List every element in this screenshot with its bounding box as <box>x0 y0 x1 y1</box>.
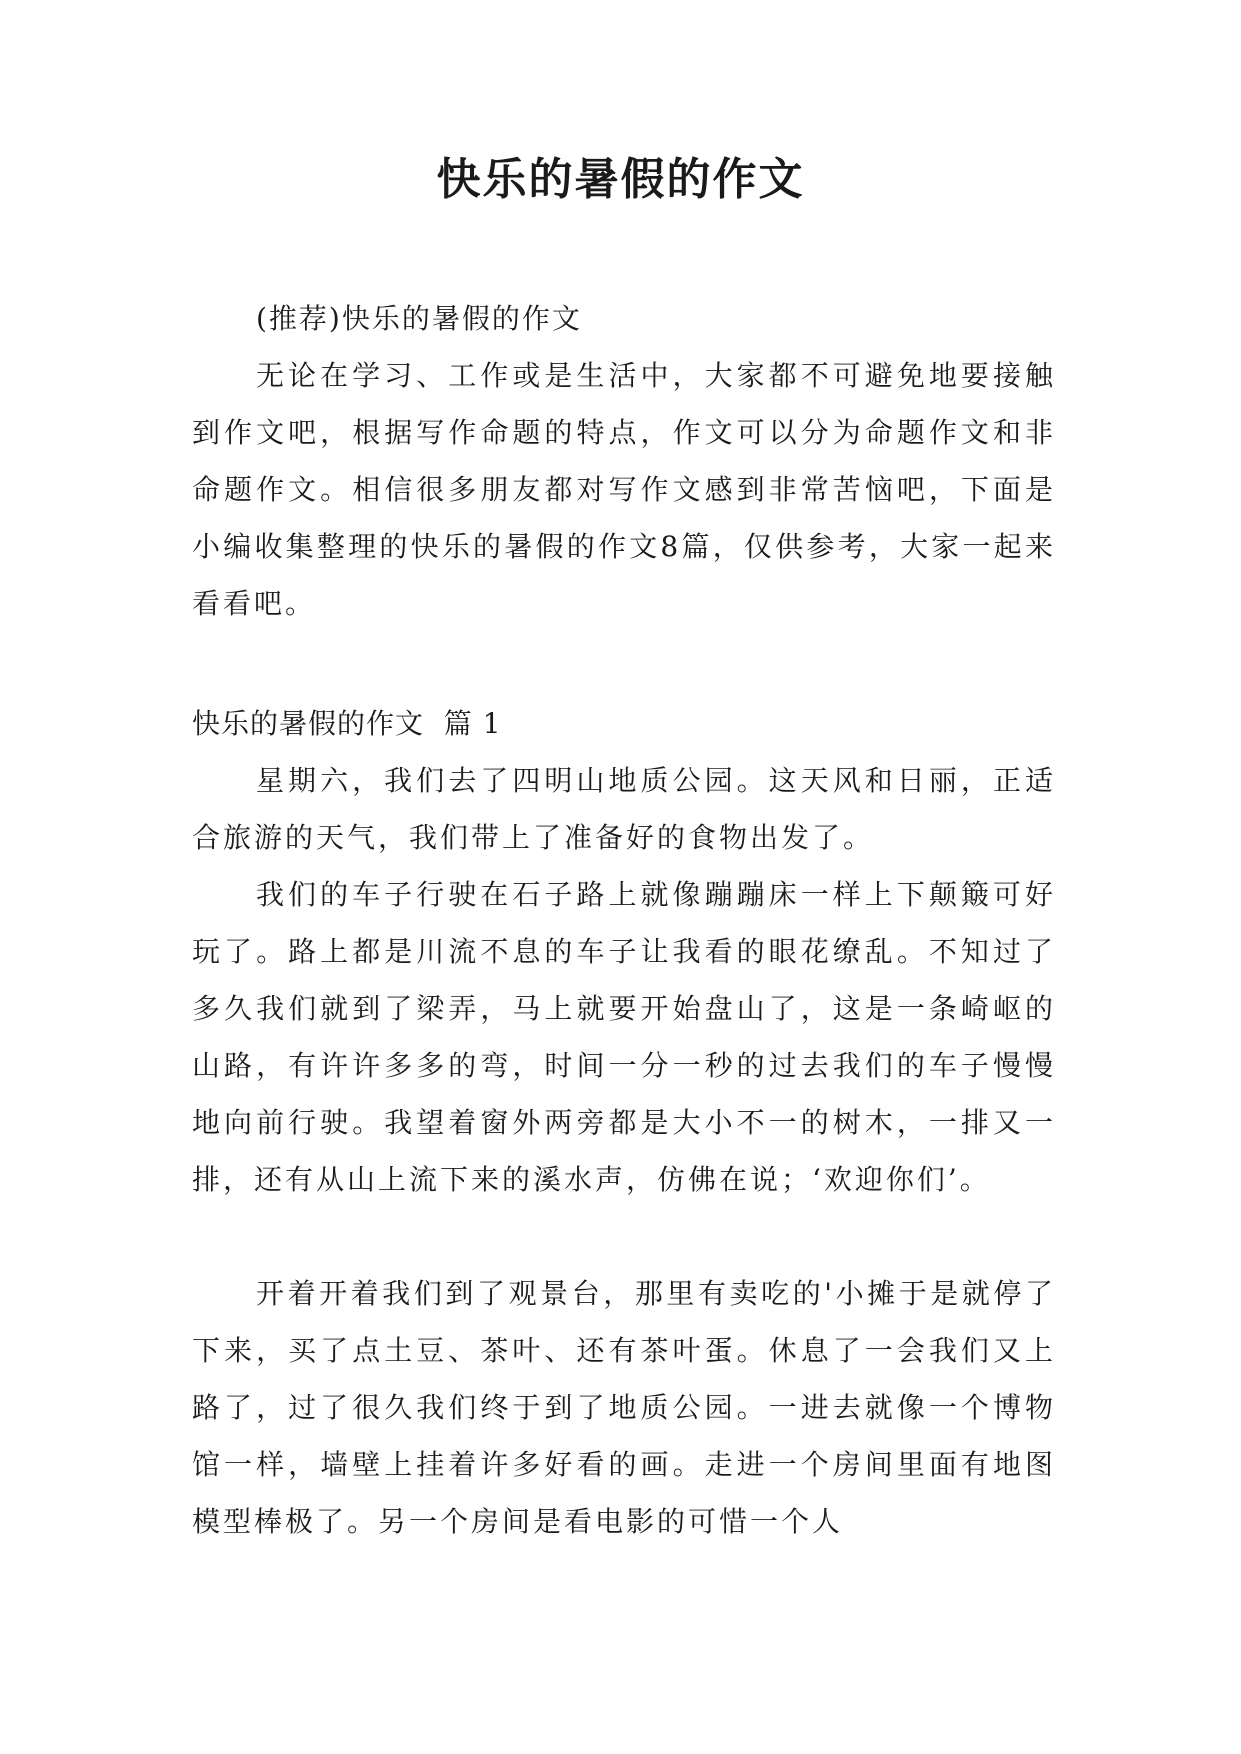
section-paragraph: 星期六，我们去了四明山地质公园。这天风和日丽，正适合旅游的天气，我们带上了准备好的食物出发了。 <box>192 764 1056 854</box>
section-paragraph: 我们的车子行驶在石子路上就像蹦蹦床一样上下颠簸可好玩了。路上都是川流不息的车子让我看的眼花缭乱。不知过了多久我们就到了梁弄，马上就要开始盘山了，这是一条崎岖的山路，有许许多多的弯，时间一分一秒的过去我们的车子慢慢地向前行驶。我望着窗外两旁都是大小不一的树木，一排又一排，还有从山上流下来的溪水声，仿佛在说；‘欢迎你们’。 <box>192 878 1056 1196</box>
intro-paragraph: 无论在学习、工作或是生活中，大家都不可避免地要接触到作文吧，根据写作命题的特点，作文可以分为命题作文和非命题作文。相信很多朋友都对写作文感到非常苦恼吧，下面是小编收集整理的快乐的暑假的作文8篇，仅供参考，大家一起来看看吧。 <box>192 359 1056 620</box>
section-heading: 快乐的暑假的作文 篇 1 <box>192 707 502 740</box>
intro-heading: (推荐)快乐的暑假的作文 <box>256 302 582 335</box>
section-paragraph: 开着开着我们到了观景台，那里有卖吃的'小摊于是就停了下来，买了点土豆、茶叶、还有茶叶蛋。休息了一会我们又上路了，过了很久我们终于到了地质公园。一进去就像一个博物馆一样，墙壁上挂着许多好看的画。走进一个房间里面有地图模型棒极了。另一个房间是看电影的可惜一个人 <box>192 1277 1056 1538</box>
document-title: 快乐的暑假的作文 <box>436 154 805 205</box>
